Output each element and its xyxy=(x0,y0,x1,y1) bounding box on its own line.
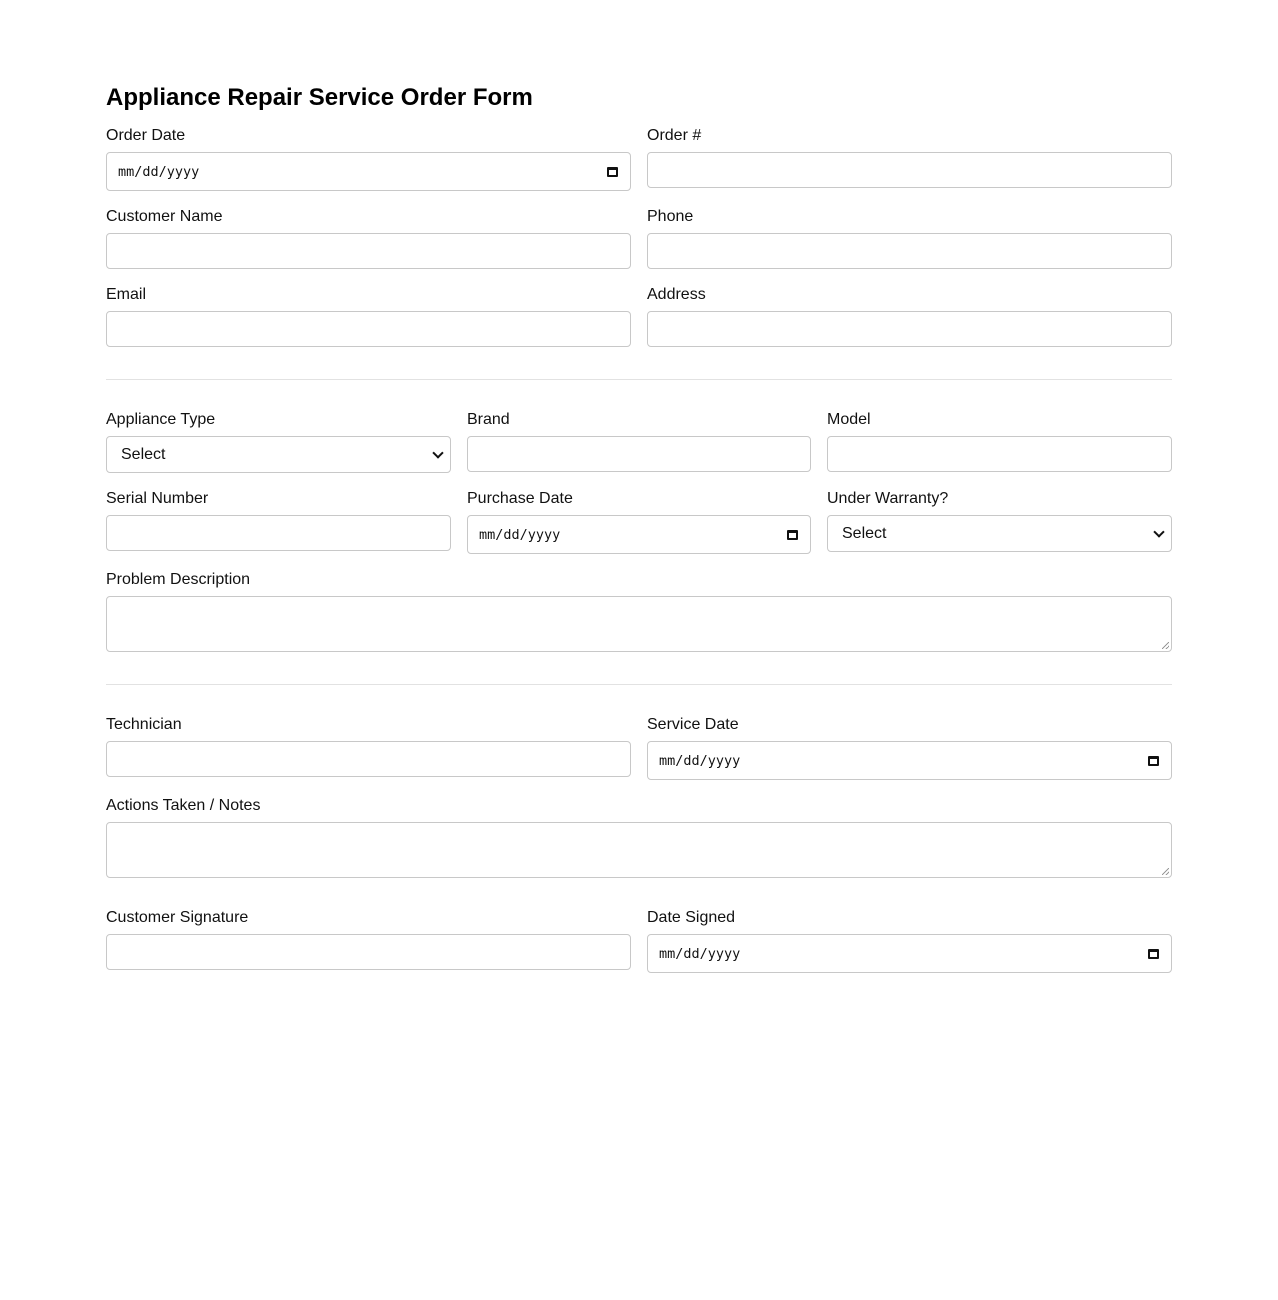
order-number-label: Order # xyxy=(647,127,702,144)
phone-label: Phone xyxy=(647,208,694,225)
purchase-date-label: Purchase Date xyxy=(467,490,573,507)
order-date-input[interactable] xyxy=(106,152,631,191)
chevron-down-icon xyxy=(432,447,443,458)
technician-label: Technician xyxy=(106,716,182,733)
order-number-input[interactable] xyxy=(647,152,1172,188)
under-warranty-select[interactable] xyxy=(827,515,1172,552)
brand-input[interactable] xyxy=(467,436,811,472)
problem-description-label: Problem Description xyxy=(106,571,251,588)
email-label: Email xyxy=(106,286,147,303)
date-signed-input[interactable] xyxy=(647,934,1172,973)
calendar-icon[interactable] xyxy=(607,167,618,177)
actions-notes-textarea[interactable] xyxy=(106,822,1172,878)
order-date-label: Order Date xyxy=(106,127,186,144)
customer-name-label: Customer Name xyxy=(106,208,223,225)
chevron-down-icon xyxy=(1153,526,1164,537)
model-input[interactable] xyxy=(827,436,1172,472)
purchase-date-input[interactable] xyxy=(467,515,811,554)
actions-notes-label: Actions Taken / Notes xyxy=(106,797,261,814)
problem-description-textarea[interactable] xyxy=(106,596,1172,652)
serial-number-input[interactable] xyxy=(106,515,451,551)
technician-input[interactable] xyxy=(106,741,631,777)
appliance-type-value: Select xyxy=(121,445,166,463)
page-title: Appliance Repair Service Order Form xyxy=(106,84,533,111)
calendar-icon[interactable] xyxy=(787,530,798,540)
address-label: Address xyxy=(647,286,706,303)
customer-name-input[interactable] xyxy=(106,233,631,269)
service-date-label: Service Date xyxy=(647,716,739,733)
date-placeholder: mm/dd/yyyy xyxy=(479,526,561,543)
calendar-icon[interactable] xyxy=(1148,949,1159,959)
date-placeholder: mm/dd/yyyy xyxy=(118,163,200,180)
section-divider xyxy=(106,684,1172,685)
model-label: Model xyxy=(827,411,871,428)
customer-signature-input[interactable] xyxy=(106,934,631,970)
brand-label: Brand xyxy=(467,411,510,428)
under-warranty-value: Select xyxy=(842,524,887,542)
service-date-input[interactable] xyxy=(647,741,1172,780)
date-placeholder: mm/dd/yyyy xyxy=(659,945,741,962)
appliance-type-select[interactable] xyxy=(106,436,451,473)
address-input[interactable] xyxy=(647,311,1172,347)
calendar-icon[interactable] xyxy=(1148,756,1159,766)
phone-input[interactable] xyxy=(647,233,1172,269)
date-placeholder: mm/dd/yyyy xyxy=(659,752,741,769)
serial-number-label: Serial Number xyxy=(106,490,209,507)
date-signed-label: Date Signed xyxy=(647,909,736,926)
section-divider xyxy=(106,379,1172,380)
email-input[interactable] xyxy=(106,311,631,347)
appliance-type-label: Appliance Type xyxy=(106,411,216,428)
under-warranty-label: Under Warranty? xyxy=(827,490,949,507)
customer-signature-label: Customer Signature xyxy=(106,909,249,926)
